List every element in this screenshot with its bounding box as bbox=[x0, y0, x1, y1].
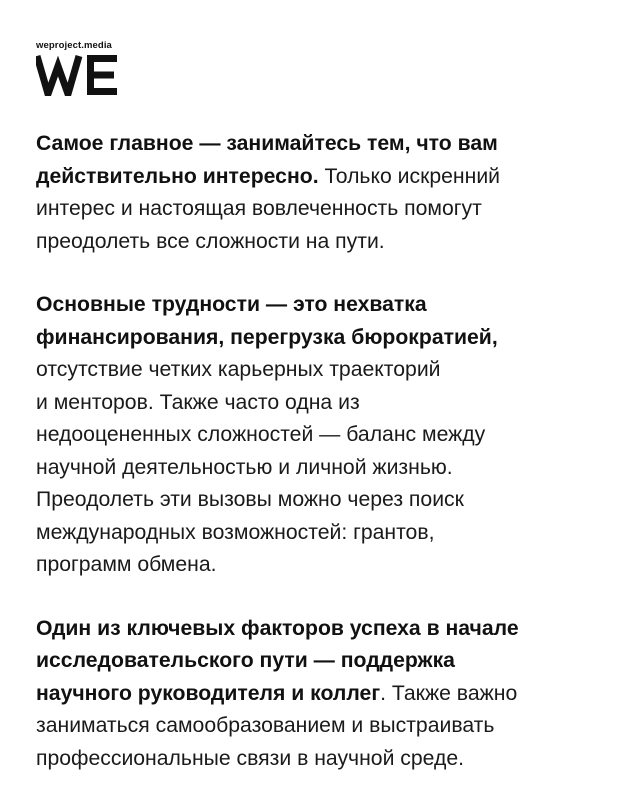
text-line bbox=[36, 549, 616, 582]
text-line bbox=[36, 613, 616, 646]
text-line bbox=[36, 710, 616, 743]
regular-text: интерес и настоящая вовлеченность помогут bbox=[36, 197, 482, 220]
text-line bbox=[36, 645, 616, 678]
text-line bbox=[36, 128, 616, 161]
text-line bbox=[36, 419, 616, 452]
text-line bbox=[36, 322, 616, 355]
brand-logo bbox=[36, 40, 126, 96]
regular-text: и менторов. Также часто одна из bbox=[36, 390, 360, 414]
bold-text: Основные трудности — это нехватка bbox=[36, 293, 427, 316]
paragraph-2 bbox=[36, 289, 616, 582]
regular-text: международных возможностей: грантов, bbox=[36, 520, 435, 544]
text-line bbox=[36, 289, 616, 322]
bold-text: Самое главное — занимайтесь тем, что вам bbox=[36, 132, 498, 155]
article-body bbox=[36, 128, 616, 775]
regular-text: отсутствие четких карьерных траекторий bbox=[36, 358, 441, 381]
text-line bbox=[36, 226, 616, 259]
regular-text: недооцененных сложностей — баланс между bbox=[36, 423, 486, 446]
bold-text: Один из ключевых факторов успеха в начале bbox=[36, 616, 519, 640]
regular-text: преодолеть все сложности на пути. bbox=[36, 229, 385, 253]
bold-text: научного руководителя и коллег bbox=[36, 681, 381, 705]
text-line bbox=[36, 743, 616, 776]
we-logo-mark bbox=[36, 54, 122, 96]
regular-text: . Также важно bbox=[380, 681, 518, 705]
text-line bbox=[36, 354, 616, 387]
regular-text: Только искренний bbox=[318, 164, 500, 188]
regular-text: заниматься самообразованием и выстраивать bbox=[36, 714, 495, 737]
regular-text: профессиональные связи в научной среде. bbox=[36, 746, 465, 770]
text-line bbox=[36, 452, 616, 485]
bold-text: исследовательского пути — поддержка bbox=[36, 649, 455, 672]
bold-text: финансирования, перегрузка бюрократией, bbox=[36, 325, 498, 349]
brand-site: weproject.media bbox=[36, 40, 112, 51]
text-line bbox=[36, 193, 616, 226]
text-line bbox=[36, 161, 616, 194]
bold-text: действительно интересно. bbox=[36, 164, 319, 188]
text-line bbox=[36, 678, 616, 711]
regular-text: Преодолеть эти вызовы можно через поиск bbox=[36, 488, 464, 511]
paragraph-1 bbox=[36, 128, 616, 258]
regular-text: программ обмена. bbox=[36, 553, 217, 576]
text-line bbox=[36, 517, 616, 550]
regular-text: научной деятельностью и личной жизнью. bbox=[36, 455, 453, 479]
text-line bbox=[36, 387, 616, 420]
paragraph-3 bbox=[36, 613, 616, 776]
text-line bbox=[36, 484, 616, 517]
